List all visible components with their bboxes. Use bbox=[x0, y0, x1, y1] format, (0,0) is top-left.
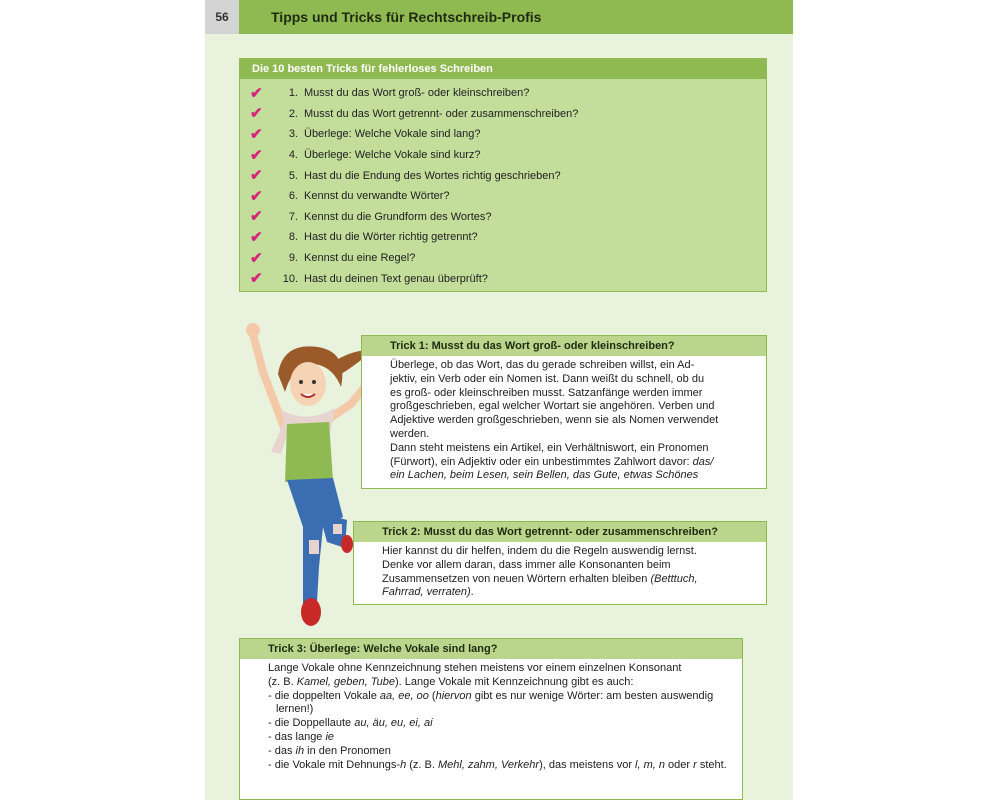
tip-text: Musst du das Wort groß- oder kleinschreiben? bbox=[304, 87, 530, 100]
check-icon: ✔ bbox=[250, 228, 263, 246]
check-icon: ✔ bbox=[250, 208, 263, 226]
tip-item: ✔ 3. Überlege: Welche Vokale sind lang? bbox=[250, 125, 481, 143]
header-bar bbox=[205, 0, 793, 34]
tip-text: Kennst du eine Regel? bbox=[304, 252, 416, 265]
page bbox=[205, 0, 793, 800]
tip-text: Kennst du die Grundform des Wortes? bbox=[304, 210, 492, 223]
tip-item: ✔ 4. Überlege: Welche Vokale sind kurz? bbox=[250, 146, 481, 164]
tip-item: ✔ 10. Hast du deinen Text genau überprüft? bbox=[250, 270, 488, 288]
tips-list bbox=[240, 83, 766, 289]
tips-box bbox=[239, 58, 767, 292]
trick1-box bbox=[361, 335, 767, 489]
tip-text: Überlege: Welche Vokale sind lang? bbox=[304, 128, 481, 141]
trick3-body: Lange Vokale ohne Kennzeichnung stehen meistens vor einem einzelnen Konsonant (z. B. Kamel, geben, Tube). Lange Vokale mit Kennzeichnung gibt es auch: - die doppelten Vokale aa, ee, oo (hiervon gibt es nur wenige Wörter: am besten auswendig lernen!) - die Doppellaute au, äu, eu, ei, ai - das lange ie - das ih in den Pronomen - die Vokale mit Dehnungs-h (z. B. Mehl, zahm, Verkehr), das meistens vor l, m, n oder r steht. bbox=[268, 662, 727, 771]
trick1-body: Überlege, ob das Wort, das du gerade schreiben willst, ein Ad- jektiv, ein Verb oder ein Nomen ist. Dann weißt du schnell, ob du es groß- oder kleinschreiben musst. Satzanfänge werden immer großgeschrieben, egal welcher Wortart sie angehören. Verben und Adjektive werden großgeschrieben, wenn sie als Nomen verwendet werden. Dann steht meistens ein Artikel, ein Verhältniswort, ein Pronomen (Fürwort), ein Adjektiv oder ein unbestimmtes Zahlwort davor: das/ ein Lachen, beim Lesen, sein Bellen, das Gute, etwas Schönes bbox=[390, 359, 719, 482]
check-icon: ✔ bbox=[250, 105, 263, 123]
page-title: Tipps und Tricks für Rechtschreib-Profis bbox=[271, 9, 542, 25]
tip-text: Hast du die Endung des Wortes richtig geschrieben? bbox=[304, 169, 561, 182]
tips-heading: Die 10 besten Tricks für fehlerloses Schreiben bbox=[240, 59, 766, 79]
trick2-heading: Trick 2: Musst du das Wort getrennt- oder zusammenschreiben? bbox=[354, 522, 766, 542]
check-icon: ✔ bbox=[250, 125, 263, 143]
trick3-box bbox=[239, 638, 743, 800]
check-icon: ✔ bbox=[250, 167, 263, 185]
tip-item: ✔ 8. Hast du die Wörter richtig getrennt? bbox=[250, 228, 478, 246]
check-icon: ✔ bbox=[250, 270, 263, 288]
trick3-heading: Trick 3: Überlege: Welche Vokale sind lang? bbox=[240, 639, 742, 659]
check-icon: ✔ bbox=[250, 84, 263, 102]
tip-item: ✔ 7. Kennst du die Grundform des Wortes? bbox=[250, 208, 492, 226]
trick2-box bbox=[353, 521, 767, 605]
tip-item: ✔ 9. Kennst du eine Regel? bbox=[250, 249, 416, 267]
page-number: 56 bbox=[205, 0, 239, 34]
tip-text: Hast du deinen Text genau überprüft? bbox=[304, 272, 488, 285]
check-icon: ✔ bbox=[250, 187, 263, 205]
trick1-heading: Trick 1: Musst du das Wort groß- oder kleinschreiben? bbox=[362, 336, 766, 356]
tip-text: Überlege: Welche Vokale sind kurz? bbox=[304, 149, 481, 162]
tip-item: ✔ 2. Musst du das Wort getrennt- oder zusammenschreiben? bbox=[250, 105, 579, 123]
tip-text: Hast du die Wörter richtig getrennt? bbox=[304, 231, 478, 244]
tip-text: Kennst du verwandte Wörter? bbox=[304, 190, 450, 203]
tip-item: ✔ 1. Musst du das Wort groß- oder kleinschreiben? bbox=[250, 84, 530, 102]
tip-item: ✔ 6. Kennst du verwandte Wörter? bbox=[250, 187, 450, 205]
tip-item: ✔ 5. Hast du die Endung des Wortes richtig geschrieben? bbox=[250, 167, 561, 185]
check-icon: ✔ bbox=[250, 146, 263, 164]
tip-text: Musst du das Wort getrennt- oder zusammenschreiben? bbox=[304, 107, 579, 120]
trick2-body: Hier kannst du dir helfen, indem du die Regeln auswendig lernst. Denke vor allem daran, dass immer alle Konsonanten beim Zusammensetzen von neuen Wörtern erhalten bleiben (Betttuch, Fahrrad, verraten). bbox=[382, 545, 698, 599]
check-icon: ✔ bbox=[250, 249, 263, 267]
